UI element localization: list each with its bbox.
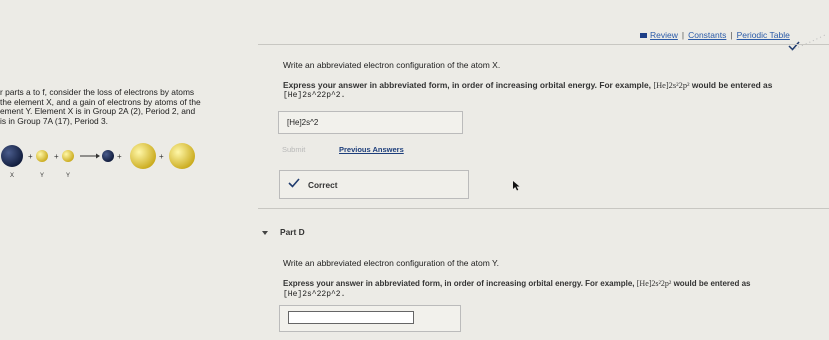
ion-x: [102, 150, 114, 162]
divider: [258, 208, 829, 209]
atom-y: [36, 150, 48, 162]
instruction-text: [283, 279, 823, 289]
header-links: [640, 30, 790, 40]
instruction-suffix: would be entered as: [691, 80, 773, 90]
answer-input[interactable]: [288, 311, 414, 324]
separator: |: [730, 30, 733, 40]
question-text: Write an abbreviated electron configuration of the atom X.: [283, 60, 501, 70]
intro-line: the element X, and a gain of electrons by atoms of the: [0, 96, 201, 107]
ion-y: [130, 143, 156, 169]
part-toggle-icon: [262, 231, 268, 235]
instruction-suffix: would be entered as: [673, 279, 751, 288]
divider: [258, 44, 829, 45]
instruction-prefix: Express your answer in abbreviated form, in order of increasing orbital energy. For example,: [283, 80, 651, 90]
answer-field[interactable]: [278, 111, 463, 134]
intro-text: [0, 88, 250, 126]
answer-value: [He]2s^2: [287, 118, 319, 127]
example-math: [He]2s²2p²: [636, 279, 672, 288]
example-entry: [He]2s^22p^2.: [283, 290, 346, 299]
submit-button[interactable]: Submit: [282, 145, 306, 154]
arrow-cursor-icon: [513, 181, 521, 191]
intro-line: ement Y. Element X is in Group 2A (2), Period 2, and: [0, 106, 196, 117]
problem-intro-panel: [0, 58, 250, 208]
constants-link[interactable]: Constants: [688, 30, 727, 40]
previous-answers-link[interactable]: Previous Answers: [339, 145, 404, 154]
plus-sign: +: [54, 152, 59, 161]
instruction-text: [283, 80, 823, 91]
atom-x: [1, 145, 23, 167]
plus-sign: +: [28, 152, 33, 161]
ion-formation-diagram: [0, 138, 250, 178]
question-text: Write an abbreviated electron configuration of the atom Y.: [283, 258, 499, 268]
plus-sign: +: [159, 152, 164, 161]
part-d-header[interactable]: [262, 227, 305, 237]
example-entry: [He]2s^22p^2.: [283, 91, 346, 100]
label-x: X: [10, 173, 15, 179]
review-icon: [640, 33, 647, 38]
intro-line: is in Group 7A (17), Period 3.: [0, 115, 108, 126]
intro-line: r parts a to f, consider the loss of electrons by atoms: [0, 87, 195, 97]
label-y: Y: [40, 173, 45, 179]
answer-panel: [279, 305, 461, 332]
atom-y: [62, 150, 74, 162]
dotted-decoration: [789, 32, 829, 52]
correct-label: Correct: [308, 180, 338, 190]
periodic-table-link[interactable]: Periodic Table: [736, 30, 790, 40]
part-d-title: Part D: [280, 227, 305, 237]
separator: |: [681, 30, 685, 40]
example-math: [He]2s²2p²: [653, 81, 690, 90]
plus-sign: +: [117, 152, 122, 161]
checkmark-icon: [288, 178, 300, 188]
correct-feedback: [279, 170, 469, 199]
label-y: Y: [66, 173, 71, 179]
review-link[interactable]: Review: [650, 30, 678, 40]
instruction-prefix: Express your answer in abbreviated form, in order of increasing orbital energy. For example,: [283, 279, 635, 288]
ion-y: [169, 143, 195, 169]
